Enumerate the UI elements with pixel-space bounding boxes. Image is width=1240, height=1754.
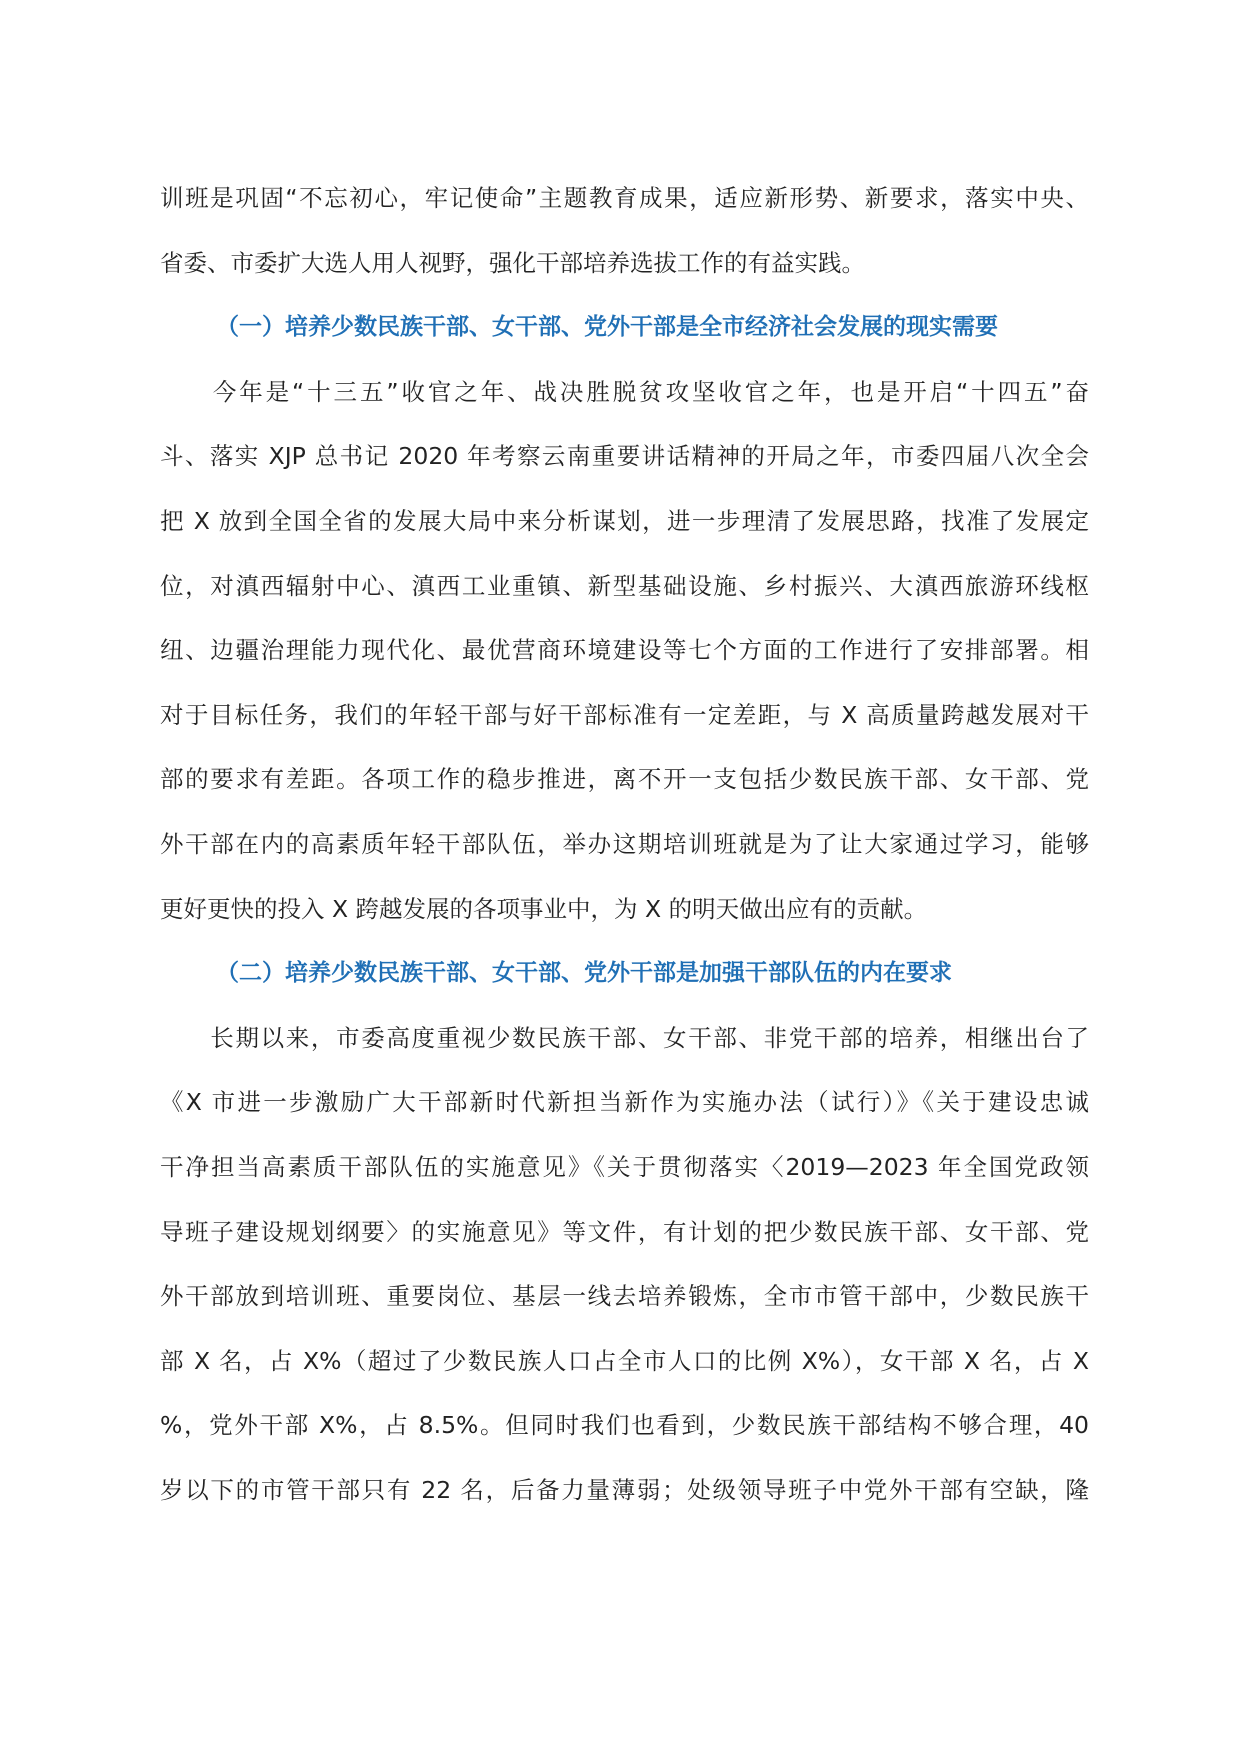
text-line: 长期以来，市委高度重视少数民族干部、女干部、非党干部的培养，相继出台了 bbox=[160, 1023, 1089, 1052]
text-line: 训班是巩固“不忘初心，牢记使命”主题教育成果，适应新形势、新要求，落实中央、 bbox=[160, 184, 1089, 212]
section-2-paragraph bbox=[160, 1006, 1089, 1523]
section-heading-2: （二）培养少数民族干部、女干部、党外干部是加强干部队伍的内在要求 bbox=[216, 960, 952, 987]
text-line: 干净担当高素质干部队伍的实施意见》《关于贯彻落实〈2019—2023 年全国党政领 bbox=[160, 1152, 1089, 1181]
text-line: 岁以下的市管干部只有 22 名，后备力量薄弱；处级领导班子中党外干部有空缺，隆 bbox=[160, 1475, 1089, 1504]
text-line: 今年是“十三五”收官之年、战决胜脱贫攻坚收官之年，也是开启“十四五”奋 bbox=[160, 377, 1089, 406]
section-heading-1: （一）培养少数民族干部、女干部、党外干部是全市经济社会发展的现实需要 bbox=[216, 314, 998, 341]
text-line: 更好更快的投入 X 跨越发展的各项事业中，为 X 的明天做出应有的贡献。 bbox=[160, 894, 928, 923]
text-line: 位，对滇西辐射中心、滇西工业重镇、新型基础设施、乡村振兴、大滇西旅游环线枢 bbox=[160, 571, 1089, 600]
text-line: 部 X 名，占 X%（超过了少数民族人口占全市人口的比例 X%），女干部 X 名，占 X bbox=[160, 1346, 1089, 1375]
text-line: 纽、边疆治理能力现代化、最优营商环境建设等七个方面的工作进行了安排部署。相 bbox=[160, 636, 1089, 665]
text-line: 《X 市进一步激励广大干部新时代新担当新作为实施办法（试行）》《关于建设忠诚 bbox=[160, 1088, 1089, 1117]
section-1-paragraph bbox=[160, 360, 1089, 941]
text-line: 斗、落实 XJP 总书记 2020 年考察云南重要讲话精神的开局之年，市委四届八次全会 bbox=[160, 442, 1089, 471]
text-line: %，党外干部 X%，占 8.5%。但同时我们也看到，少数民族干部结构不够合理，40 bbox=[160, 1411, 1089, 1440]
text-line: 对于目标任务，我们的年轻干部与好干部标准有一定差距，与 X 高质量跨越发展对干 bbox=[160, 700, 1089, 729]
text-line: 部的要求有差距。各项工作的稳步推进，离不开一支包括少数民族干部、女干部、党 bbox=[160, 765, 1089, 794]
text-line: 外干部在内的高素质年轻干部队伍，举办这期培训班就是为了让大家通过学习，能够 bbox=[160, 829, 1089, 858]
text-line: 外干部放到培训班、重要岗位、基层一线去培养锻炼，全市市管干部中，少数民族干 bbox=[160, 1282, 1089, 1311]
text-line: 省委、市委扩大选人用人视野，强化干部培养选拔工作的有益实践。 bbox=[160, 248, 865, 277]
text-line: 导班子建设规划纲要〉的实施意见》等文件，有计划的把少数民族干部、女干部、党 bbox=[160, 1217, 1089, 1246]
text-line: 把 X 放到全国全省的发展大局中来分析谋划，进一步理清了发展思路，找准了发展定 bbox=[160, 506, 1089, 535]
document-body bbox=[160, 166, 1089, 1522]
intro-paragraph bbox=[160, 166, 1089, 295]
